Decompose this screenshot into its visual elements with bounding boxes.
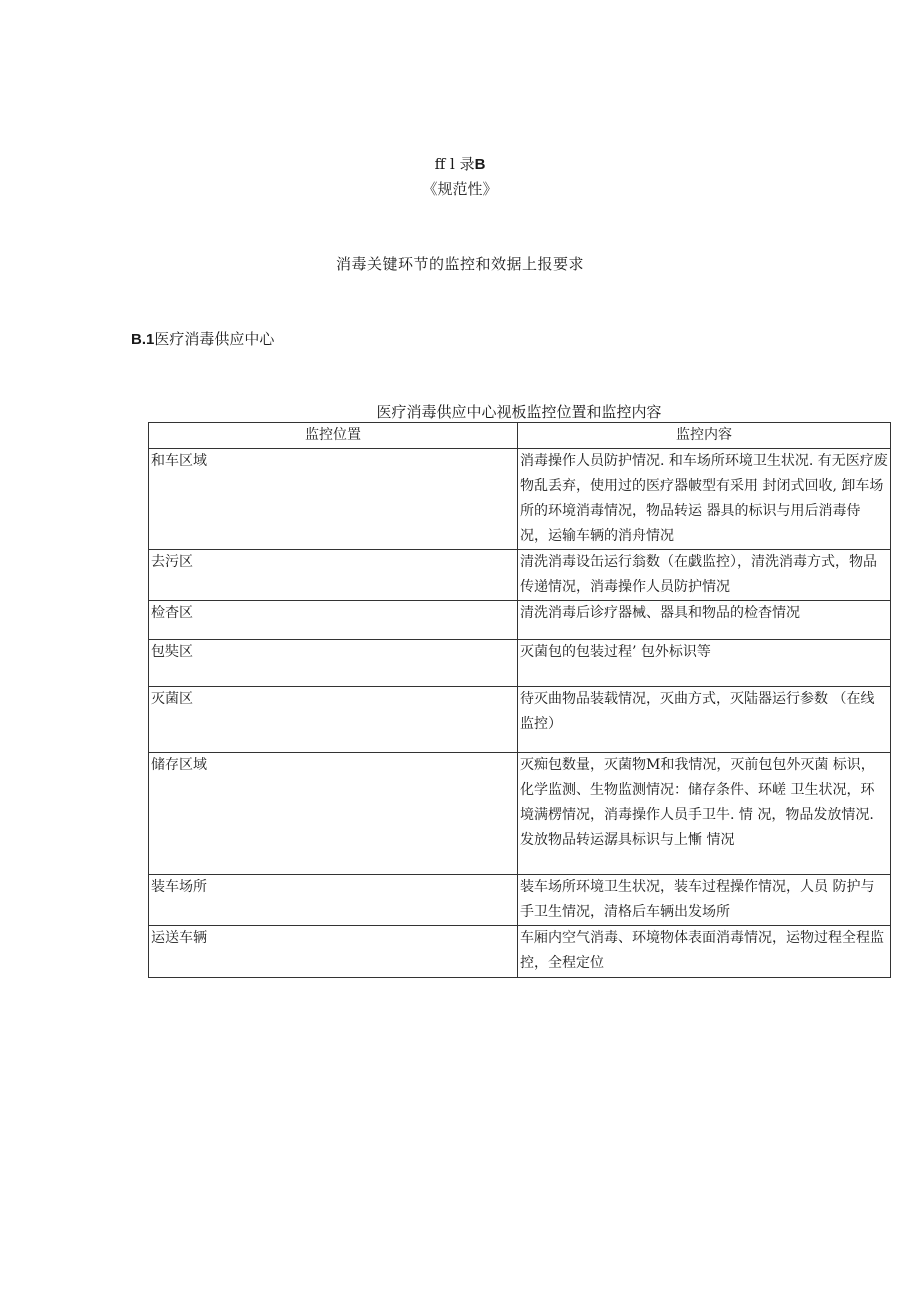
row-content: 灭痴包数量，灭菌物M和我情况，灭前包包外灭菌 标识，化学监测、生物监测情况：储存条件、环嵯 卫生状况，环境满楞情况，消毒操作人员手卫牛. 情 况，物品发放情况. 发放物品转运潺具标识与上慚 情况 <box>518 753 891 875</box>
table-header-row <box>149 423 891 449</box>
row-content: 清洗消毒后诊疗器械、器具和物品的检杳情况 <box>518 601 891 640</box>
appendix-letter: B <box>474 156 486 173</box>
row-content: 车厢内空气消毒、环境物体表面消毒情况，运物过程全程监控，全程定位 <box>518 926 891 978</box>
row-location: 储存区域 <box>149 753 518 875</box>
row-location: 去污区 <box>149 550 518 601</box>
monitoring-table <box>148 422 891 978</box>
table-caption: 医疗消毒供应中心视板监控位置和监控内容 <box>376 403 662 421</box>
table-row <box>149 687 891 753</box>
appendix-prefix: ff l 录 <box>434 155 475 173</box>
row-content: 消毒操作人员防护情况. 和车场所环境卫生状况. 有无医疗废物乱丢弃，使用过的医疗器帔型有采用 封闭式回收, 卸车场所的环境消毒情况，物品转运 器具的标识与用后消毒侍况，运输车辆的消舟情况 <box>518 449 891 550</box>
table-row <box>149 640 891 687</box>
section-heading <box>131 328 274 349</box>
table-row <box>149 926 891 978</box>
row-location: 包奘区 <box>149 640 518 687</box>
document-title: 消毒关键环节的监控和效据上报要求 <box>335 255 584 273</box>
section-number: B.1 <box>131 331 155 348</box>
row-location: 运送车辆 <box>149 926 518 978</box>
appendix-heading <box>0 153 920 174</box>
table-row <box>149 875 891 926</box>
header-location: 监控位置 <box>149 423 518 449</box>
table-row <box>149 449 891 550</box>
row-content: 清洗消毒设缶运行翁数（在戯监控），清洗消毒方式，物品传递情况，消毒操作人员防护情况 <box>518 550 891 601</box>
header-content: 监控内容 <box>518 423 891 449</box>
row-location: 和车区域 <box>149 449 518 550</box>
table-row <box>149 601 891 640</box>
row-content: 待灭曲物品装载情况，灭曲方式，灭陆器运行参数 （在线监控） <box>518 687 891 753</box>
table-row <box>149 550 891 601</box>
section-title: 医疗消毒供应中心 <box>154 330 275 348</box>
row-location: 装车场所 <box>149 875 518 926</box>
table-row <box>149 753 891 875</box>
row-location: 灭菌区 <box>149 687 518 753</box>
row-content: 灭菌包的包装过程’ 包外标识等 <box>518 640 891 687</box>
row-content: 装车场所环境卫生状况，装车过程操作情况，人员 防护与手卫生情况，清格后车辆出发场所 <box>518 875 891 926</box>
row-location: 检杳区 <box>149 601 518 640</box>
normative-label: 《规范性》 <box>422 180 498 198</box>
